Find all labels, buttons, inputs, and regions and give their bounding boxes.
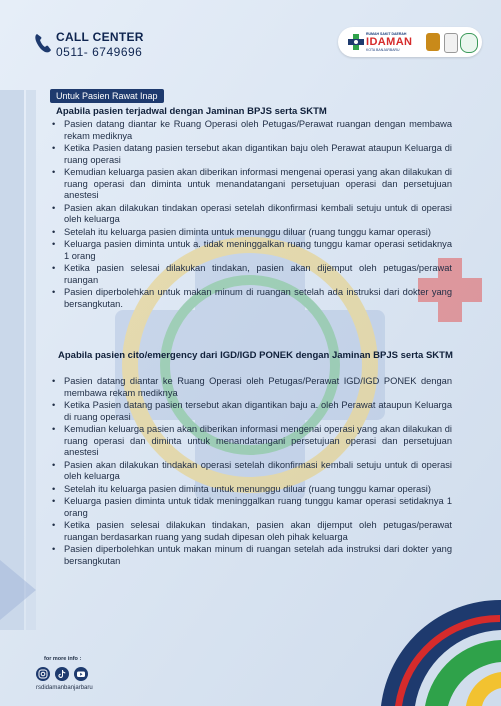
bullet-icon: • xyxy=(52,119,56,129)
bullet-icon: • xyxy=(52,167,56,177)
instagram-icon[interactable] xyxy=(36,667,50,681)
list-item: • Ketika pasien selesai dilakukan tindakan, pasien akan dijemput oleh petugas/perawat ruangan berdasarkan ruang yang sudah dipesan oleh pihak keluarga xyxy=(52,520,452,542)
tiktok-icon[interactable] xyxy=(55,667,69,681)
bullet-icon: • xyxy=(52,496,56,506)
list-item: • Pasien akan dilakukan tindakan operasi setelah dikonfirmasi kembali setuju untuk di operasi oleh keluarga xyxy=(52,459,452,481)
bullet-icon: • xyxy=(52,239,56,249)
youtube-icon[interactable] xyxy=(74,667,88,681)
bullet-icon: • xyxy=(52,544,56,554)
bullet-icon: • xyxy=(52,226,56,237)
phone-icon xyxy=(34,32,52,54)
list-item: • Ketika Pasien datang pasien tersebut akan digantikan baju oleh Perawat ataupun Keluarga di ruang operasi xyxy=(52,143,452,165)
list-item: • Keluarga pasien diminta untuk tidak meninggalkan ruang tunggu kamar operasi setidaknya 1 orang xyxy=(52,496,452,518)
bullet-icon: • xyxy=(52,483,56,494)
bullet-icon: • xyxy=(52,400,56,410)
accreditation-badge-icon xyxy=(460,33,478,53)
social-handle: rsdidamanbanjarbaru xyxy=(36,685,93,691)
bullet-icon: • xyxy=(52,263,56,273)
call-center-number: 0511- 6749696 xyxy=(56,45,143,59)
logo-name: IDAMAN xyxy=(366,36,413,48)
list-item: • Kemudian keluarga pasien akan diberikan informasi mengenai operasi yang akan dilakukan di ruang operasi dan diminta untuk menandatangani persetujuan operasi dan persetujuan anestesi xyxy=(52,424,452,457)
bullet-icon: • xyxy=(52,287,56,297)
list-item: • Pasien datang diantar ke Ruang Operasi oleh Petugas/Perawat IGD/IGD PONEK dengan membawa rekam mediknya xyxy=(52,376,452,398)
list-item: • Pasien diperbolehkan untuk makan minum di ruangan setelah ada instruksi dari dokter yang bersangkutan xyxy=(52,544,452,566)
bullet-icon: • xyxy=(52,143,56,153)
header xyxy=(0,0,501,80)
section-tag: Untuk Pasien Rawat Inap xyxy=(50,89,164,103)
list-item: • Ketika Pasien datang pasien tersebut akan digantikan baju a. oleh Perawat ataupun Keluarga di ruang operasi xyxy=(52,400,452,422)
logo-city: KOTA BANJARBARU xyxy=(366,48,400,52)
list-item: • Pasien diperbolehkan untuk makan minum di ruangan setelah ada instruksi dari dokter yang bersangkutan. xyxy=(52,287,452,309)
call-center-title: CALL CENTER xyxy=(56,30,144,44)
section1-list xyxy=(52,119,452,311)
section2-heading: Apabila pasien cito/emergency dari IGD/IGD PONEK dengan Jaminan BPJS serta SKTM xyxy=(58,350,453,361)
list-item: • Ketika pasien selesai dilakukan tindakan, pasien akan dijemput oleh petugas/perawat ruangan xyxy=(52,263,452,285)
section1-heading: Apabila pasien terjadwal dengan Jaminan BPJS serta SKTM xyxy=(56,106,327,117)
bullet-icon: • xyxy=(52,459,56,470)
hospital-cross-logo-icon xyxy=(346,32,366,52)
list-item: • Keluarga pasien diminta untuk a. tidak meninggalkan ruang tunggu kamar operasi setidaknya 1 orang xyxy=(52,239,452,261)
bullet-icon: • xyxy=(52,202,56,213)
regional-emblem-icon xyxy=(444,33,458,53)
list-item: • Setelah itu keluarga pasien diminta untuk menunggu diluar (ruang tunggu kamar operasi) xyxy=(52,483,431,494)
list-item: • Pasien datang diantar ke Ruang Operasi oleh Petugas/Perawat ruangan dengan membawa rekam mediknya xyxy=(52,119,452,141)
logo-subtitle: RUMAH SAKIT DAERAH xyxy=(366,32,407,36)
city-emblem-icon xyxy=(426,33,440,51)
list-item: • Pasien akan dilakukan tindakan operasi setelah dikonfirmasi kembali setuju untuk di operasi oleh keluarga xyxy=(52,202,452,224)
hospital-logo-group xyxy=(338,27,482,57)
bullet-icon: • xyxy=(52,376,56,386)
list-item: • Setelah itu keluarga pasien diminta untuk menunggu diluar (ruang tunggu kamar operasi) xyxy=(52,226,431,237)
bullet-icon: • xyxy=(52,520,56,530)
list-item: • Kemudian keluarga pasien akan diberikan informasi mengenai operasi yang akan dilakukan di ruang operasi dan diminta untuk menandatangani persetujuan operasi dan persetujuan anestesi xyxy=(52,167,452,200)
footer-label: for more info : xyxy=(44,656,82,662)
bullet-icon: • xyxy=(52,424,56,434)
section2-list xyxy=(52,376,452,568)
